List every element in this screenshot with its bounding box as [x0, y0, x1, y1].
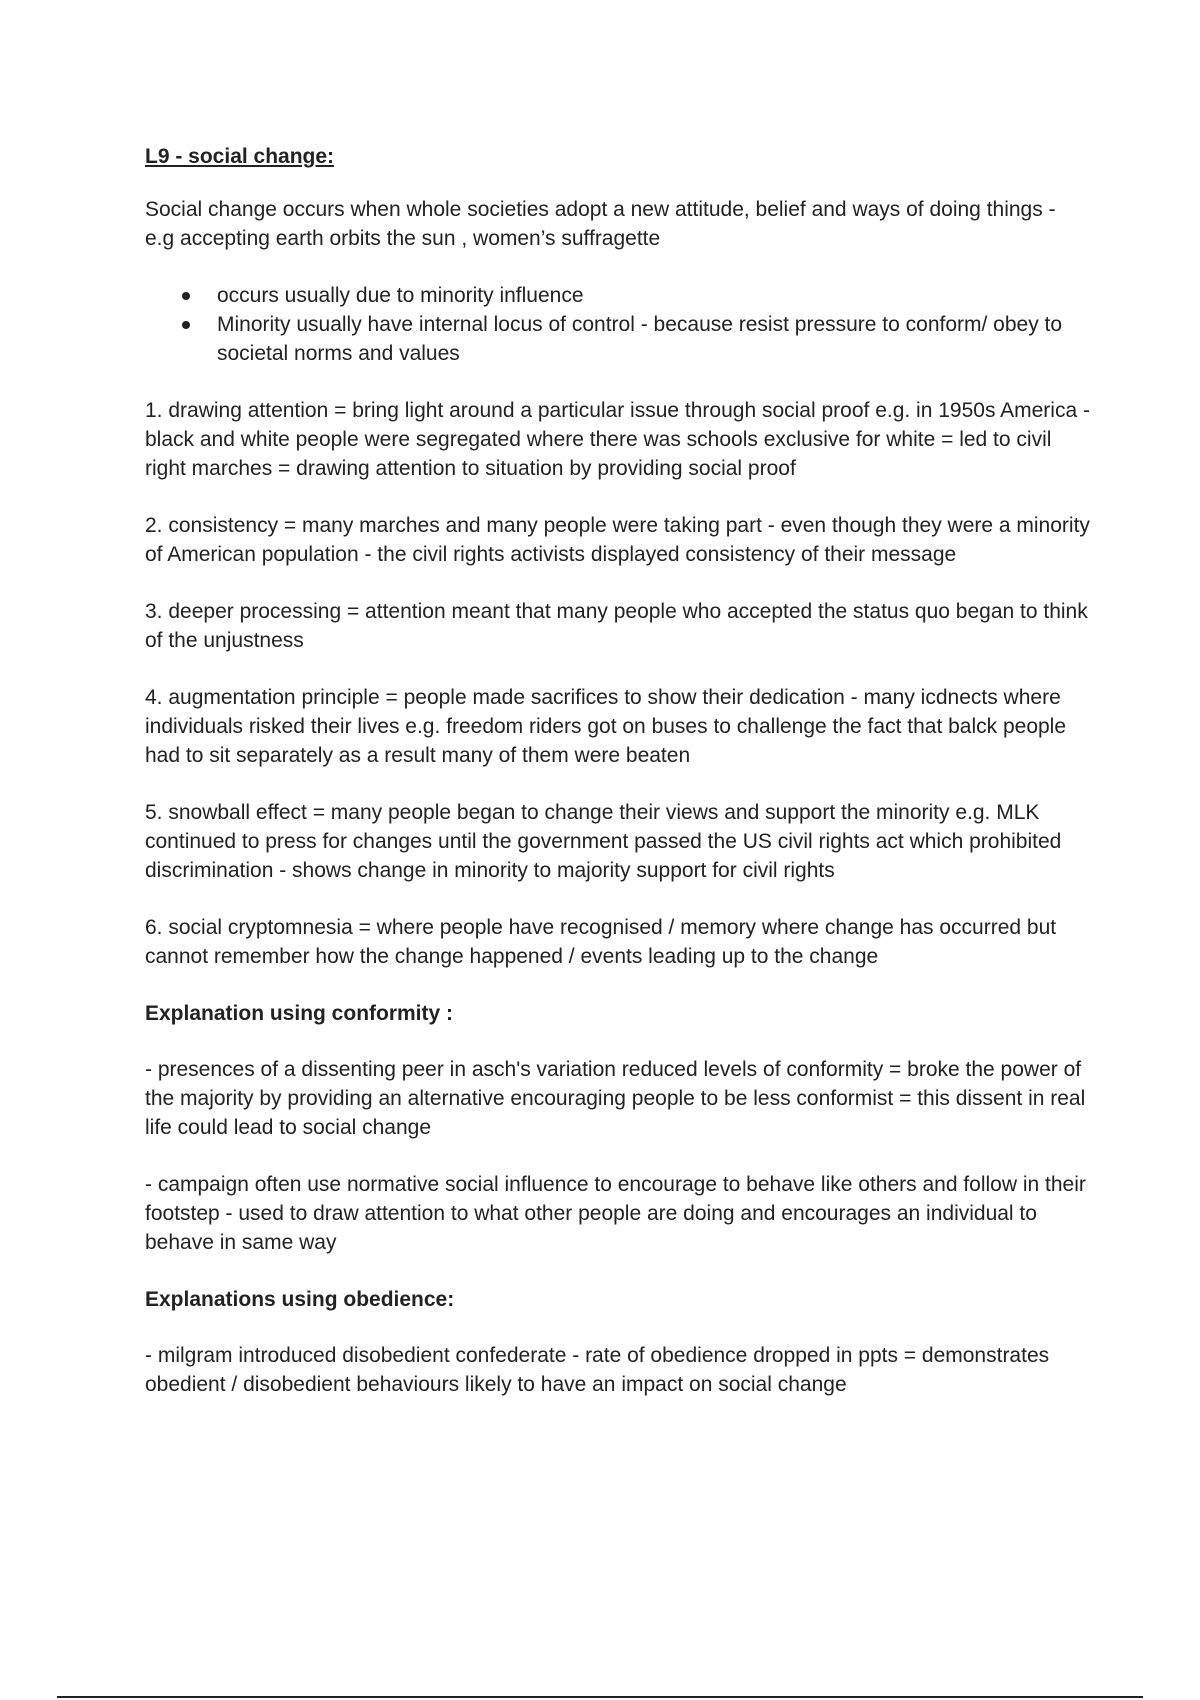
bullet-text: occurs usually due to minority influence: [217, 284, 584, 307]
bullet-item: [145, 310, 1090, 368]
step-augmentation-principle: 4. augmentation principle = people made sacrifices to show their dedication - many icdnects where individuals risked their lives e.g. freedom riders got on buses to challenge the fact that balck people had to sit separately as a result many of them were beaten: [145, 686, 1067, 767]
obedience-point: - milgram introduced disobedient confederate - rate of obedience dropped in ppts = demonstrates obedient / disobedient behaviours likely to have an impact on social change: [145, 1344, 1050, 1396]
bullet-text: Minority usually have internal locus of control - because resist pressure to conform/ obey to societal norms and values: [217, 313, 1063, 365]
footer-divider: [57, 1696, 1143, 1698]
page-title: L9 - social change:: [145, 145, 335, 168]
step-deeper-processing: 3. deeper processing = attention meant that many people who accepted the status quo began to think of the unjustness: [145, 600, 1088, 652]
obedience-heading: Explanations using obedience:: [145, 1288, 455, 1311]
step-drawing-attention: 1. drawing attention = bring light around a particular issue through social proof e.g. in 1950s America - black and white people were segregated where there was schools exclusive for white = led to civil right marches = drawing attention to situation by providing social proof: [145, 399, 1090, 480]
intro-paragraph: Social change occurs when whole societies adopt a new attitude, belief and ways of doing things - e.g accepting earth orbits the sun , women’s suffragette: [145, 198, 1056, 250]
conformity-point: - presences of a dissenting peer in asch's variation reduced levels of conformity = broke the power of the majority by providing an alternative encouraging people to be less conformist = this dissent in real life could lead to social change: [145, 1058, 1086, 1139]
bullet-dot-icon: [182, 292, 190, 300]
bullet-item: [145, 281, 1090, 310]
step-social-cryptomnesia: 6. social cryptomnesia = where people have recognised / memory where change has occurred but cannot remember how the change happened / events leading up to the change: [145, 916, 1057, 968]
conformity-point: - campaign often use normative social influence to encourage to behave like others and follow in their footstep - used to draw attention to what other people are doing and encourages an individual to behave in same way: [145, 1173, 1086, 1254]
document-page: [145, 142, 1090, 1427]
bullet-list: [145, 281, 1090, 368]
bullet-dot-icon: [182, 321, 190, 329]
step-consistency: 2. consistency = many marches and many people were taking part - even though they were a minority of American population - the civil rights activists displayed consistency of their message: [145, 514, 1090, 566]
conformity-heading: Explanation using conformity :: [145, 1002, 454, 1025]
step-snowball-effect: 5. snowball effect = many people began to change their views and support the minority e.g. MLK continued to press for changes until the government passed the US civil rights act which prohibited discrimination - shows change in minority to majority support for civil rights: [145, 801, 1062, 882]
